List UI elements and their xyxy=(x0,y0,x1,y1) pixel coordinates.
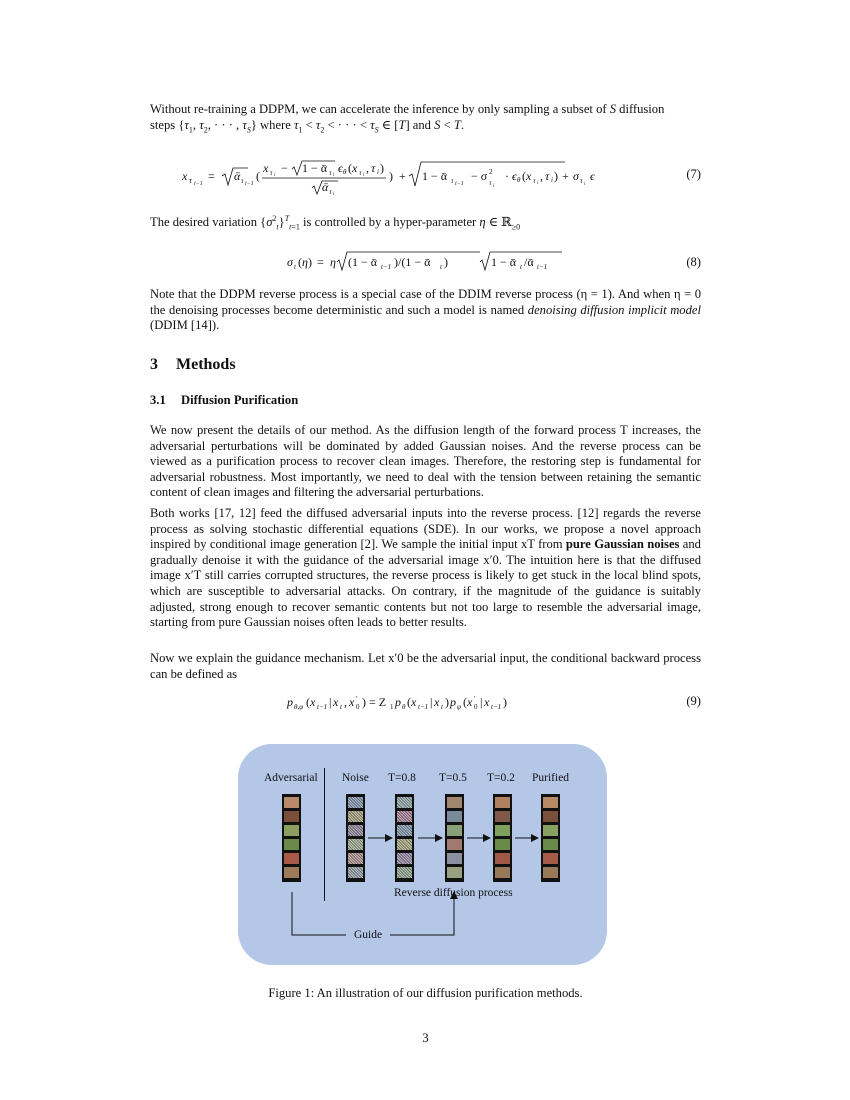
svg-text:1 − ᾱ: 1 − ᾱ xyxy=(302,161,328,175)
label-t05: T=0.5 xyxy=(439,772,467,784)
section-number: 3 xyxy=(150,356,158,373)
svg-text:i: i xyxy=(493,184,495,189)
svg-text:′: ′ xyxy=(356,695,358,703)
svg-text:τ: τ xyxy=(359,169,362,177)
svg-text:p: p xyxy=(395,695,401,709)
svg-text:(: ( xyxy=(256,169,260,183)
svg-text:t: t xyxy=(520,263,522,271)
svg-text:i: i xyxy=(551,176,553,184)
paragraph-1: We now present the details of our method. As the diffusion length of the forward process T increases, the adversarial perturbations will be dominated by added Gaussian noises. And the reverse process can be viewed as a purification process to recover clean images. Therefore, the restoring step is fundamental for adversarial robustness. Most importantly, we need to deal with the tension between retaining the semantic content of clean images and filtering the adversarial perturbations. xyxy=(150,423,701,500)
svg-text:i−1: i−1 xyxy=(194,181,203,187)
svg-text:θ: θ xyxy=(343,168,347,176)
svg-text:+: + xyxy=(399,169,406,183)
svg-text:i−1: i−1 xyxy=(245,181,254,187)
label-noise: Noise xyxy=(342,772,369,784)
svg-text:2: 2 xyxy=(489,168,493,176)
svg-text:x: x xyxy=(310,695,316,709)
svg-text:σ: σ xyxy=(287,255,293,269)
intro-line-1: Without re-training a DDPM, we can accelerate the inference by only sampling a subset of S diffusion xyxy=(150,102,665,116)
svg-text:θ,φ: θ,φ xyxy=(294,703,304,711)
svg-text:): ) xyxy=(445,695,449,709)
paragraph-2-part-a: Both works [17, 12] feed the diffused adversarial inputs into the reverse process. [12] regards the reverse process as solving stochastic differential equations (SDE). In our works, we propose a novel approach inspired by conditional image generation [2]. We sample the initial input xT from xyxy=(150,506,701,552)
subsection-heading xyxy=(150,393,298,408)
svg-text:): ) xyxy=(308,255,312,269)
svg-text:(: ( xyxy=(306,695,310,709)
svg-text:t−1: t−1 xyxy=(491,703,502,711)
equation-8 xyxy=(150,250,701,274)
svg-text:τ: τ xyxy=(451,177,454,185)
svg-text:τ: τ xyxy=(270,169,273,177)
section-title: Methods xyxy=(176,356,236,373)
svg-text:i: i xyxy=(333,192,335,197)
equation-9 xyxy=(150,692,701,712)
svg-text:τ: τ xyxy=(533,177,536,185)
svg-text:φ: φ xyxy=(457,703,461,711)
svg-text:x: x xyxy=(467,695,473,709)
svg-text:1 − ᾱ: 1 − ᾱ xyxy=(422,169,448,183)
subsection-title: Diffusion Purification xyxy=(181,393,299,407)
svg-text:): ) xyxy=(389,169,393,183)
svg-text:i: i xyxy=(377,168,379,176)
svg-text:,: , xyxy=(366,161,369,175)
svg-text:i−1: i−1 xyxy=(455,181,464,187)
svg-text:=: = xyxy=(208,169,215,183)
reverse-diffusion-label: Reverse diffusion process xyxy=(394,887,513,899)
label-t02: T=0.2 xyxy=(487,772,515,784)
paragraph-2-part-b: and gradually denoise it with the guidance of the adversarial image x′0. The intuition here is that the diffused image x′T still carries corrupted structures, the reverse process is likely to get stuck in the local blind spots, which are susceptible to adversarial attacks. On contrary, if the magnitude of the guidance is suitably adjusted, strong enough to recover semantic contents but not too large to resemble the adversarial image, starting from pure Gaussian noises often leads to better results. xyxy=(150,537,701,630)
svg-text:ϵ: ϵ xyxy=(512,169,517,183)
svg-text:): ) xyxy=(503,695,507,709)
svg-text:τ: τ xyxy=(329,188,332,196)
equation-8-number: (8) xyxy=(686,255,701,269)
svg-text:,: , xyxy=(344,695,347,709)
figure-caption: Figure 1: An illustration of our diffusion purification methods. xyxy=(268,986,583,1000)
svg-text:(1 − ᾱ: (1 − ᾱ xyxy=(348,255,378,269)
equation-9-number: (9) xyxy=(686,694,701,708)
svg-text:p: p xyxy=(287,695,293,709)
svg-text:=: = xyxy=(317,255,324,269)
paragraph-3: Now we explain the guidance mechanism. Let x′0 be the adversarial input, the conditional backward process can be defined as xyxy=(150,651,701,681)
svg-text:·: · xyxy=(505,169,509,183)
svg-text:x: x xyxy=(349,695,355,709)
svg-text:/ᾱ: /ᾱ xyxy=(524,255,534,269)
svg-text:(: ( xyxy=(522,169,526,183)
guide-label: Guide xyxy=(354,929,383,941)
equation-7 xyxy=(150,158,701,198)
note-tail: (DDIM [14]). xyxy=(150,318,220,333)
svg-text:t−1: t−1 xyxy=(418,703,429,711)
svg-text:x: x xyxy=(484,695,490,709)
svg-text:p: p xyxy=(450,695,456,709)
svg-text:,: , xyxy=(540,169,543,183)
svg-text:t−1: t−1 xyxy=(537,263,548,271)
svg-text:1: 1 xyxy=(390,703,394,711)
svg-text:θ: θ xyxy=(402,703,406,711)
svg-text:0: 0 xyxy=(356,703,360,711)
svg-text:(: ( xyxy=(407,695,411,709)
section-heading xyxy=(150,356,236,374)
figure-arrows xyxy=(238,744,607,965)
svg-text:x: x xyxy=(333,695,339,709)
svg-text:η: η xyxy=(330,255,336,269)
svg-text:η: η xyxy=(302,255,308,269)
svg-text:τ: τ xyxy=(580,177,583,185)
intro-line-2: steps {$\tau_1$, $\tau_2$, · · · , $\tau_S$} where $\tau_1 < \tau_2$ < · · · < $\tau_S$ ∈ [T] and S < T. xyxy=(150,117,465,135)
svg-text:1 − ᾱ: 1 − ᾱ xyxy=(491,255,517,269)
svg-text:x: x xyxy=(352,161,358,175)
svg-text:i: i xyxy=(363,173,365,178)
svg-text:t: t xyxy=(340,703,342,711)
intro-paragraph xyxy=(150,102,701,138)
svg-text:+: + xyxy=(562,169,569,183)
svg-text:i: i xyxy=(584,182,586,187)
svg-text:): ) xyxy=(444,255,448,269)
svg-text:−: − xyxy=(281,161,288,175)
subsection-number: 3.1 xyxy=(150,393,166,407)
equation-8-graphic xyxy=(150,250,701,274)
svg-text:τ: τ xyxy=(371,161,376,175)
svg-text:τ: τ xyxy=(189,176,192,185)
note-emphasis: denoising diffusion implicit model xyxy=(527,302,701,317)
svg-text:) = Z: ) = Z xyxy=(362,695,387,709)
svg-text:)/(1 − ᾱ: )/(1 − ᾱ xyxy=(394,255,431,269)
svg-text:ᾱ: ᾱ xyxy=(234,169,241,183)
svg-text:− σ: − σ xyxy=(471,169,488,183)
note-paragraph xyxy=(150,287,701,334)
svg-text:x: x xyxy=(263,161,269,175)
label-purified: Purified xyxy=(532,772,570,784)
figure-1 xyxy=(238,744,607,965)
svg-text:t−1: t−1 xyxy=(381,263,392,271)
svg-text:i: i xyxy=(537,181,539,186)
svg-text:|: | xyxy=(480,695,483,709)
svg-text:0: 0 xyxy=(474,703,478,711)
svg-text:): ) xyxy=(554,169,558,183)
svg-text:x: x xyxy=(411,695,417,709)
svg-text:): ) xyxy=(380,161,384,175)
equation-9-graphic xyxy=(150,692,701,712)
note-text: Note that the DDPM reverse process is a special case of the DDIM reverse process (η = 1). And when η = 0 the denoising processes become deterministic and such a model is named xyxy=(150,287,701,317)
label-t08: T=0.8 xyxy=(388,772,416,784)
svg-text:i: i xyxy=(333,173,335,178)
svg-text:x: x xyxy=(434,695,440,709)
svg-text:ᾱ: ᾱ xyxy=(322,180,329,194)
svg-text:ϵ: ϵ xyxy=(590,169,595,183)
svg-text:′: ′ xyxy=(474,695,476,703)
svg-text:|: | xyxy=(329,695,332,709)
svg-text:(: ( xyxy=(348,161,352,175)
paragraph-2-bold: pure Gaussian noises xyxy=(565,537,680,552)
paragraph-2 xyxy=(150,506,701,631)
svg-text:(: ( xyxy=(298,255,302,269)
svg-text:θ: θ xyxy=(517,176,521,184)
svg-text:x: x xyxy=(526,169,532,183)
svg-text:t: t xyxy=(440,263,442,271)
svg-text:t: t xyxy=(441,703,443,711)
svg-text:t: t xyxy=(294,263,296,271)
variation-sentence: The desired variation $\{\sigma^2_t\}^T_{t=1}$ is controlled by a hyper-parameter η ∈ ℝ$_{\ge 0}$ xyxy=(150,214,521,232)
svg-text:|: | xyxy=(430,695,433,709)
equation-7-number: (7) xyxy=(686,167,701,181)
svg-text:τ: τ xyxy=(489,179,492,187)
svg-text:x: x xyxy=(182,169,188,183)
svg-text:ϵ: ϵ xyxy=(338,161,343,175)
equation-7-graphic xyxy=(150,158,701,198)
svg-text:τ: τ xyxy=(545,169,550,183)
svg-text:t−1: t−1 xyxy=(317,703,328,711)
svg-text:τ: τ xyxy=(329,169,332,177)
page-number: 3 xyxy=(422,1031,429,1045)
svg-text:τ: τ xyxy=(241,177,244,185)
svg-text:σ: σ xyxy=(573,169,579,183)
svg-text:i: i xyxy=(274,173,276,178)
svg-text:(: ( xyxy=(463,695,467,709)
label-adversarial: Adversarial xyxy=(264,772,318,784)
